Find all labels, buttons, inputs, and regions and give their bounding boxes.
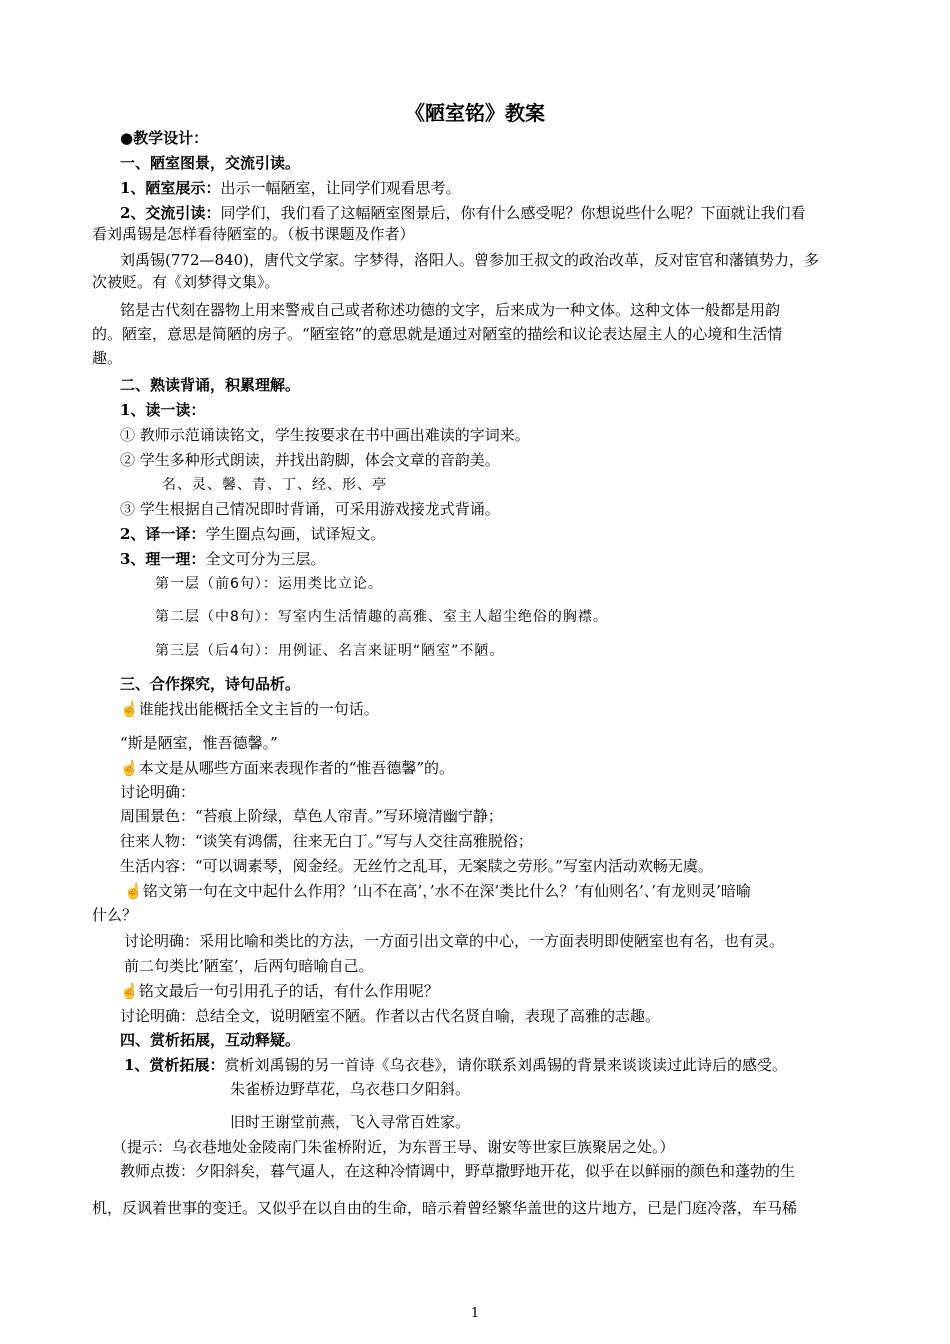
paragraph-line: 1、赏析拓展：赏析刘禹锡的另一首诗《乌衣巷》，请你联系刘禹锡的背景来谈谈读过此诗后的感受。 bbox=[124, 1056, 787, 1074]
hint-line: （提示：乌衣巷地处金陵南门朱雀桥附近，为东晋王导、谢安等世家巨族聚居之处。） bbox=[112, 1138, 675, 1156]
section-design-heading: ●教学设计： bbox=[120, 129, 209, 147]
paragraph-line: 2、交流引读：同学们，我们看了这幅陋室图景后，你有什么感受呢？你想说些什么呢？下面就让我们看 bbox=[120, 204, 806, 222]
structure-layer: 第二层（中8句）：写室内生活情趣的高雅、室主人超尘绝俗的胸襟。 bbox=[155, 609, 608, 625]
paragraph-line: 趣。 bbox=[92, 349, 123, 367]
pointer-icon: ☝ bbox=[124, 882, 143, 900]
paragraph-line: 往来人物：“谈笑有鸿儒，往来无白丁。”写与人交往高雅脱俗； bbox=[120, 832, 533, 850]
subsection-heading: 1、读一读： bbox=[120, 401, 206, 419]
paragraph-line: 前二句类比’陋室’，后两句暗喻自己。 bbox=[124, 957, 374, 975]
paragraph-line: 的。陋室，意思是简陋的房子。“陋室铭”的意思就是通过对陋室的描绘和议论表达屋主人的心境和生活情 bbox=[92, 325, 783, 343]
section-3-heading: 三、合作探究，诗句品析。 bbox=[120, 675, 301, 693]
paragraph-line: 讨论明确：采用比喻和类比的方法，一方面引出文章的中心，一方面表明即使陋室也有名，也有灵。 bbox=[124, 932, 785, 950]
paragraph-line: 刘禹锡(772—840)，唐代文学家。字梦得，洛阳人。曾参加王叔文的政治改革，反对宦官和藩镇势力，多 bbox=[120, 251, 819, 269]
quote-line: “斯是陋室，惟吾德馨。” bbox=[120, 734, 278, 752]
paragraph-line: 机，反讽着世事的变迁。又似乎在以自由的生命，暗示着曾经繁华盖世的这片地方，已是门庭冷落，车马稀 bbox=[92, 1199, 798, 1217]
paragraph-line: 1、陋室展示：出示一幅陋室，让同学们观看思考。 bbox=[120, 179, 461, 197]
rhyme-words: 名、灵、馨、青、丁、经、形、亭 bbox=[162, 477, 387, 493]
paragraph-line: 生活内容：“可以调素琴，阅金经。无丝竹之乱耳，无案牍之劳形。”写室内活动欢畅无虞。 bbox=[120, 857, 713, 875]
list-item: ① 教师示范诵读铭文，学生按要求在书中画出难读的字词来。 bbox=[120, 426, 530, 444]
paragraph-line: 看刘禹锡是怎样看待陋室的。（板书课题及作者） bbox=[92, 225, 415, 243]
page-title: 《陋室铭》教案 bbox=[405, 101, 545, 125]
question-line: ☝铭文最后一句引用孔子的话，有什么作用呢？ bbox=[120, 982, 439, 1000]
list-item: ② 学生多种形式朗读，并找出韵脚，体会文章的音韵美。 bbox=[120, 451, 500, 469]
paragraph-line: 周围景色：“苔痕上阶绿，草色人帘青。”写环境清幽宁静； bbox=[120, 807, 503, 825]
section-2-heading: 二、熟读背诵，积累理解。 bbox=[120, 376, 301, 394]
pointer-icon: ☝ bbox=[120, 700, 139, 718]
pointer-icon: ☝ bbox=[120, 759, 139, 777]
list-item: ③ 学生根据自己情况即时背诵，可采用游戏接龙式背诵。 bbox=[120, 500, 500, 518]
paragraph-line: 讨论明确：总结全文，说明陋室不陋。作者以古代名贤自喻，表现了高雅的志趣。 bbox=[120, 1007, 661, 1025]
paragraph-line: 什么？ bbox=[92, 906, 138, 924]
page-number: 1 bbox=[470, 1306, 480, 1321]
section-1-heading: 一、陋室图景，交流引读。 bbox=[120, 154, 301, 172]
question-line: ☝铭文第一句在文中起什么作用？’山不在高’，’水不在深’类比什么？’有仙则名’、’有龙则灵’暗喻 bbox=[124, 882, 751, 900]
paragraph-line: 讨论明确： bbox=[120, 783, 196, 801]
poem-line: 朱雀桥边野草花，乌衣巷口夕阳斜。 bbox=[230, 1080, 471, 1098]
poem-line: 旧时王谢堂前燕，飞入寻常百姓家。 bbox=[230, 1113, 471, 1131]
section-4-heading: 四、赏析拓展，互动释疑。 bbox=[120, 1031, 301, 1049]
paragraph-line: 3、理一理：全文可分为三层。 bbox=[120, 550, 326, 568]
paragraph-line: 教师点拨：夕阳斜矣，暮气逼人，在这种冷情调中，野草撒野地开花，似乎在以鲜丽的颜色和蓬勃的生 bbox=[120, 1162, 796, 1180]
structure-layer: 第一层（前6句）：运用类比立论。 bbox=[155, 576, 383, 592]
question-line: ☝谁能找出能概括全文主旨的一句话。 bbox=[120, 700, 379, 718]
paragraph-line: 次被贬。有《刘梦得文集》。 bbox=[92, 273, 280, 291]
structure-layer: 第三层（后4句）：用例证、名言来证明“陋室”不陋。 bbox=[155, 643, 505, 659]
paragraph-line: 铭是古代刻在器物上用来警戒自己或者称述功德的文字，后来成为一种文体。这种文体一般都是用韵 bbox=[120, 301, 781, 319]
paragraph-line: 2、译一译：学生圈点勾画，试译短文。 bbox=[120, 525, 386, 543]
question-line: ☝本文是从哪些方面来表现作者的“惟吾德馨”的。 bbox=[120, 759, 455, 777]
pointer-icon: ☝ bbox=[120, 982, 139, 1000]
